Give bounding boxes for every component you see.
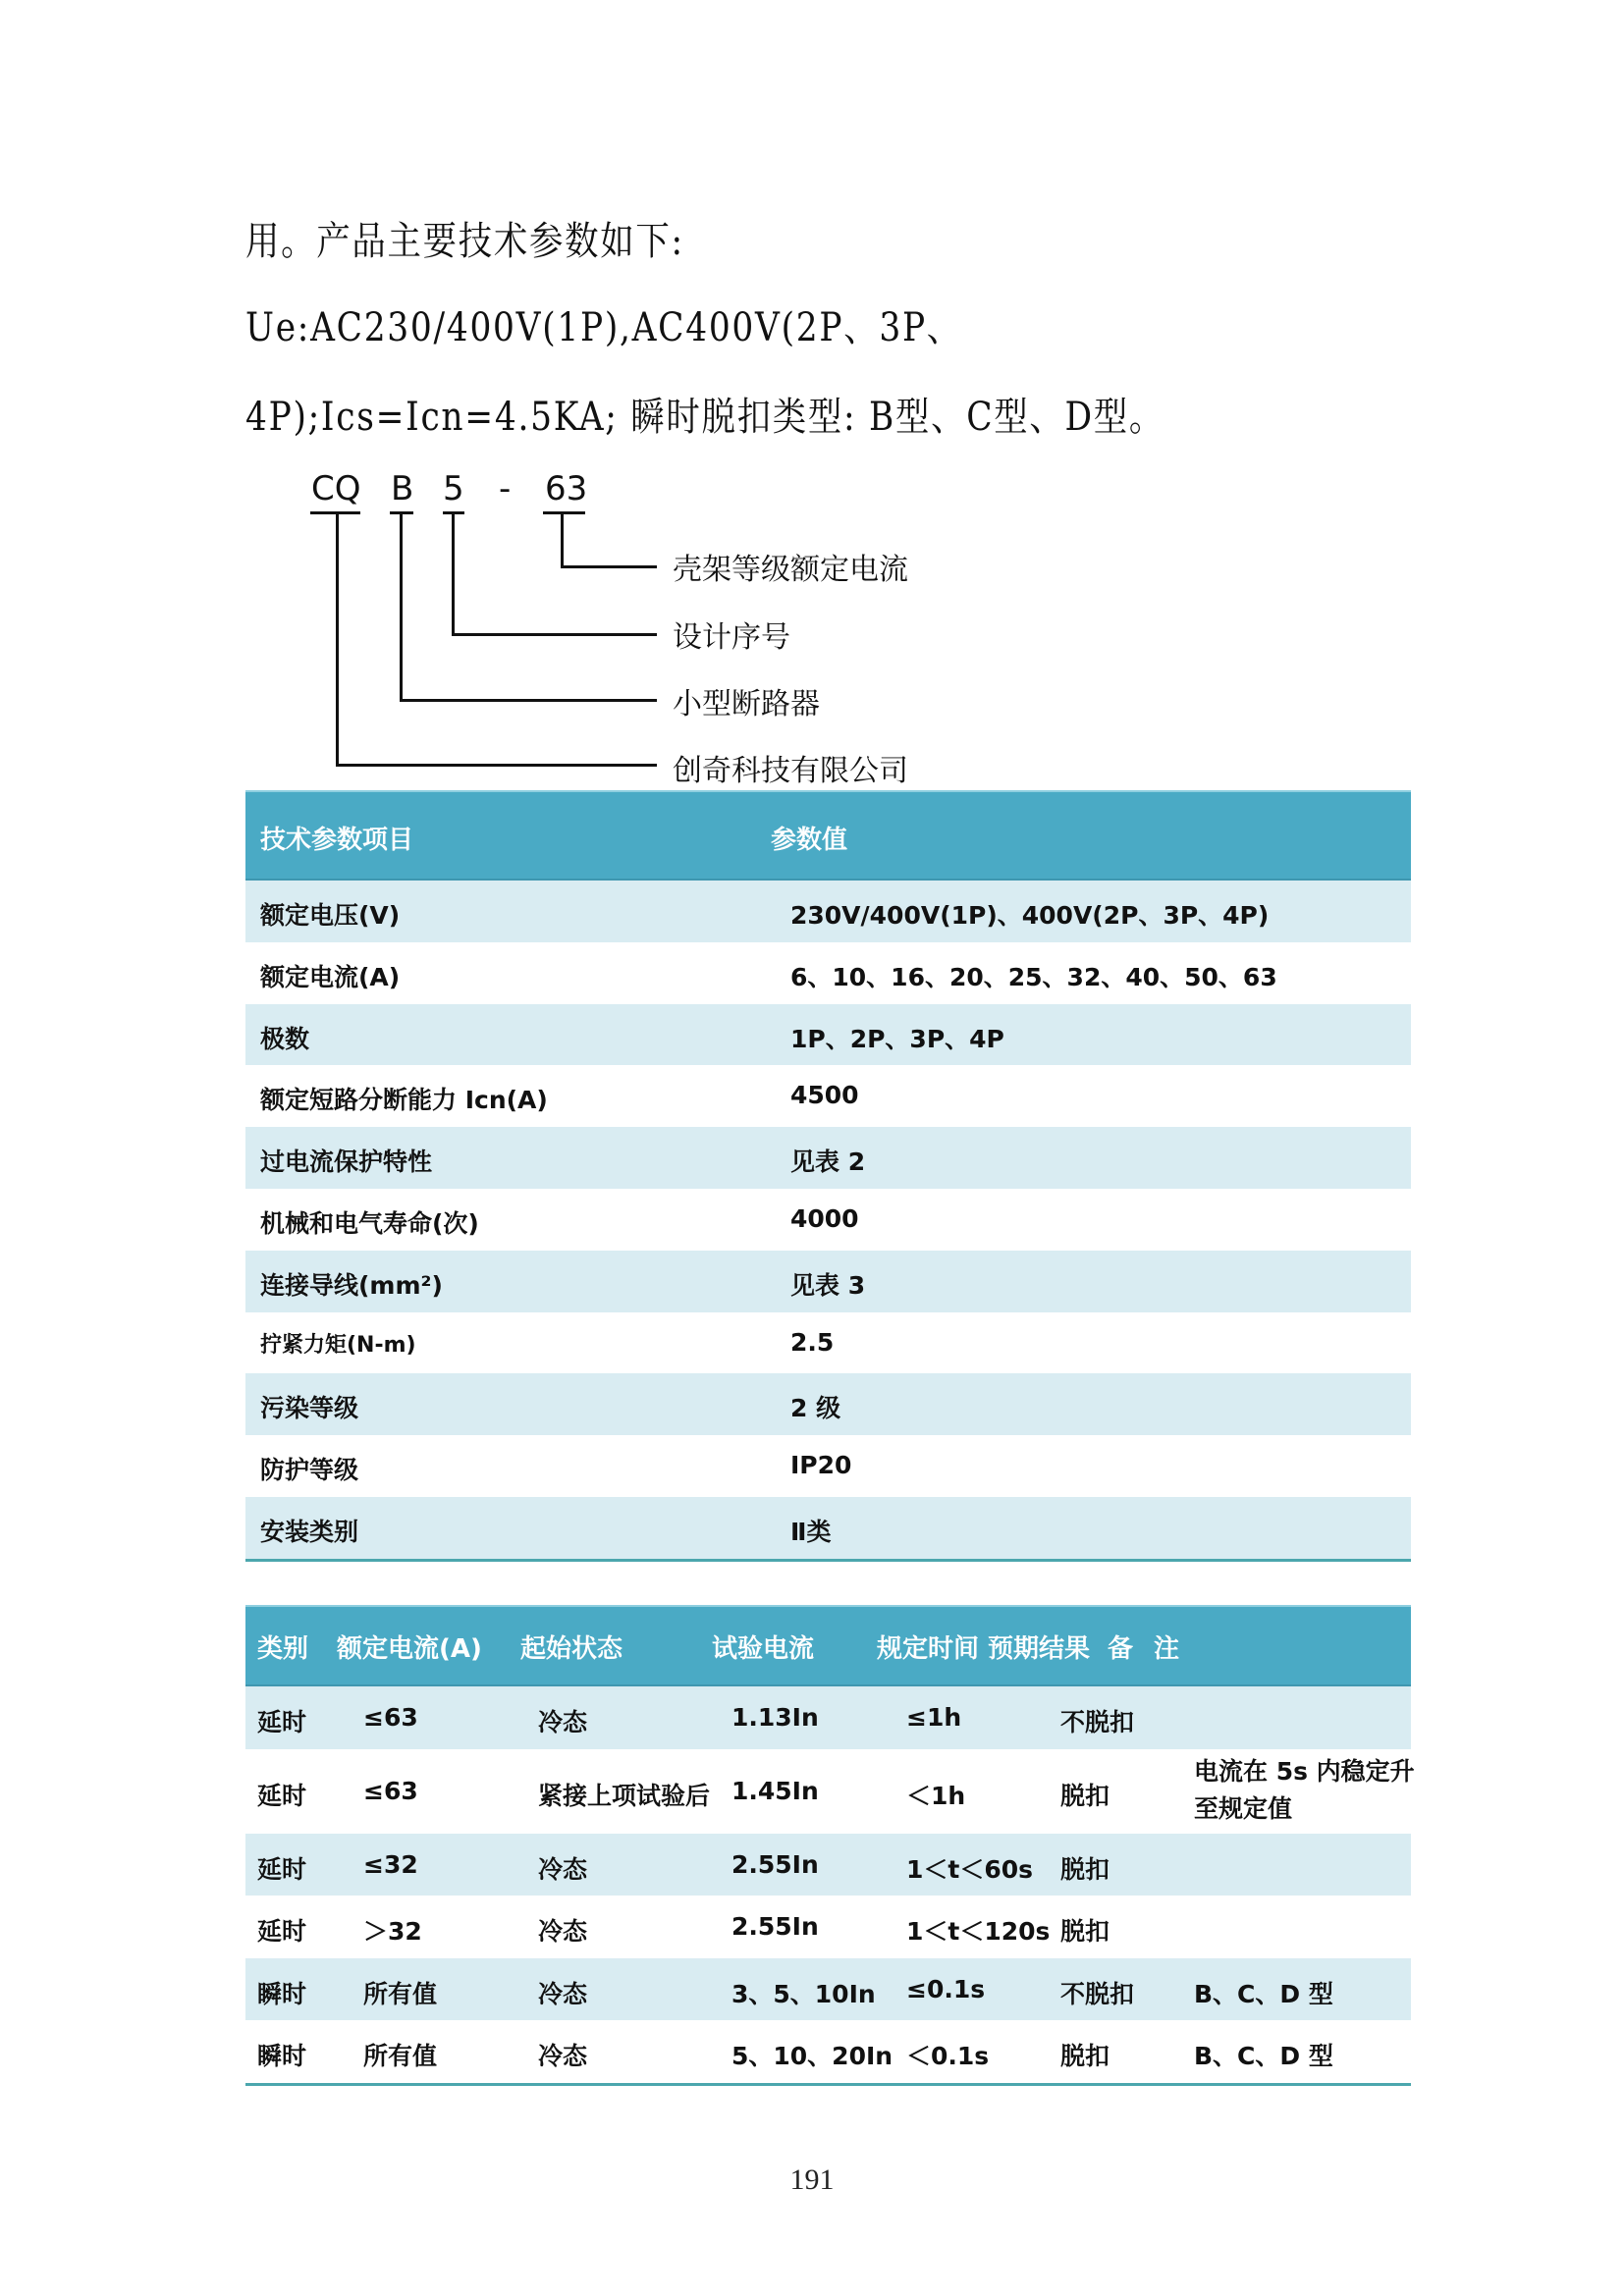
code-part-5: 5 — [443, 469, 464, 508]
table-row — [245, 2020, 1411, 2083]
table-row — [245, 1004, 1411, 1066]
label-mcb: 小型断路器 — [673, 687, 820, 721]
cell-initial-state: 冷态 — [538, 1708, 588, 1736]
row-item: 机械和电气寿命(次) — [260, 1208, 479, 1238]
header-expected-result: 预期结果 — [988, 1634, 1091, 1664]
cell-test-current: 5、10、20In — [731, 2042, 893, 2070]
row-item: 极数 — [260, 1024, 310, 1053]
underline-63 — [543, 511, 585, 514]
cell-rated-current: 所有值 — [363, 1979, 438, 2008]
table-row — [245, 1497, 1411, 1559]
cell-specified-time: 1＜t＜120s — [906, 1917, 1051, 1946]
cell-category: 延时 — [257, 1708, 307, 1736]
underline-5 — [443, 511, 464, 514]
cell-expected-result: 脱扣 — [1060, 2042, 1110, 2070]
connector-63-h — [561, 565, 657, 568]
table-row — [245, 1435, 1411, 1497]
cell-initial-state: 冷态 — [538, 1917, 588, 1946]
code-part-63: 63 — [545, 469, 588, 508]
row-value: 4000 — [790, 1203, 859, 1233]
table-row — [245, 1834, 1411, 1896]
row-value: 4500 — [790, 1081, 859, 1110]
cell-test-current: 1.45In — [731, 1776, 819, 1805]
table-row — [245, 1749, 1415, 1834]
row-item: 额定短路分断能力 Icn(A) — [260, 1086, 548, 1115]
header-value: 参数值 — [771, 826, 848, 855]
table-row — [245, 1127, 1411, 1189]
label-rated-current: 壳架等级额定电流 — [673, 553, 908, 587]
cell-expected-result: 脱扣 — [1060, 1781, 1110, 1810]
code-part-cq: CQ — [311, 469, 361, 508]
cell-rated-current: ≤32 — [363, 1849, 418, 1879]
cell-category: 瞬时 — [257, 1979, 307, 2008]
row-item: 额定电压(V) — [260, 901, 401, 930]
cell-category: 延时 — [257, 1917, 307, 1946]
underline-b — [390, 511, 413, 514]
table-row — [245, 1958, 1411, 2021]
cell-test-current: 1.13In — [731, 1703, 819, 1732]
cell-expected-result: 不脱扣 — [1060, 1979, 1135, 2008]
cell-remarks: 电流在 5s 内稳定升至规定值 — [1194, 1756, 1415, 1823]
header-test-current: 试验电流 — [712, 1634, 815, 1664]
cell-test-current: 2.55In — [731, 1849, 819, 1879]
cell-category: 瞬时 — [257, 2042, 307, 2070]
table-row — [245, 1189, 1411, 1251]
header-item: 技术参数项目 — [260, 826, 414, 855]
overcurrent-protection-table — [245, 1605, 1415, 2086]
connector-b-v — [400, 512, 403, 702]
technical-parameters-table — [245, 790, 1411, 1562]
cell-remarks: B、C、D 型 — [1194, 1979, 1333, 2008]
row-value: 2.5 — [790, 1327, 835, 1357]
table-row — [245, 1896, 1411, 1958]
table-row — [245, 881, 1411, 942]
row-value: 1P、2P、3P、4P — [790, 1024, 1004, 1053]
table-header — [245, 790, 1411, 881]
code-part-b: B — [391, 469, 414, 508]
row-item: 拧紧力矩(N-m) — [260, 1332, 416, 1358]
table-row — [245, 1065, 1411, 1127]
header-specified-time: 规定时间 — [877, 1634, 980, 1664]
table-row — [245, 1312, 1411, 1374]
row-item: 安装类别 — [260, 1517, 359, 1546]
cell-specified-time: ＜0.1s — [906, 2042, 990, 2070]
row-value: 见表 2 — [790, 1148, 866, 1177]
cell-initial-state: 冷态 — [538, 2042, 588, 2070]
cell-category: 延时 — [257, 1781, 307, 1810]
row-item: 过电流保护特性 — [260, 1148, 433, 1177]
cell-specified-time: 1＜t＜60s — [906, 1854, 1034, 1884]
cell-specified-time: ≤1h — [906, 1703, 962, 1732]
row-value: Ⅱ类 — [790, 1517, 832, 1546]
row-item: 额定电流(A) — [260, 962, 401, 991]
intro-line-3: 4P);Ics=Icn=4.5KA; 瞬时脱扣类型: B型、C型、D型。 — [245, 395, 1165, 440]
connector-cq-h — [336, 764, 657, 767]
underline-cq — [310, 511, 360, 514]
table-row — [245, 942, 1411, 1004]
cell-expected-result: 不脱扣 — [1060, 1708, 1135, 1736]
intro-line-1: 用。产品主要技术参数如下: — [245, 219, 684, 264]
header-remarks-1: 备 — [1108, 1634, 1134, 1664]
cell-rated-current: ≤63 — [363, 1703, 418, 1732]
label-company: 创奇科技有限公司 — [673, 754, 908, 788]
row-value: 2 级 — [790, 1394, 841, 1423]
table-header — [245, 1605, 1411, 1686]
connector-cq-v — [336, 512, 339, 767]
row-item: 防护等级 — [260, 1456, 359, 1485]
label-design-serial: 设计序号 — [673, 620, 790, 655]
row-value: 见表 3 — [790, 1270, 866, 1300]
table-row — [245, 1373, 1411, 1435]
cell-test-current: 2.55In — [731, 1912, 819, 1941]
connector-5-h — [452, 633, 657, 636]
header-remarks-2: 注 — [1154, 1634, 1180, 1664]
table-row — [245, 1251, 1411, 1312]
cell-remarks: B、C、D 型 — [1194, 2042, 1333, 2070]
cell-initial-state: 紧接上项试验后 — [538, 1781, 711, 1810]
cell-test-current: 3、5、10In — [731, 1979, 876, 2008]
code-part-dash: - — [499, 469, 512, 508]
connector-63-v — [561, 512, 564, 568]
cell-category: 延时 — [257, 1854, 307, 1884]
header-initial-state: 起始状态 — [520, 1634, 623, 1664]
connector-b-h — [400, 699, 657, 702]
cell-specified-time: ＜1h — [906, 1781, 966, 1810]
intro-line-2: Ue:AC230/400V(1P),AC400V(2P、3P、 — [245, 305, 962, 350]
cell-rated-current: ≤63 — [363, 1776, 418, 1805]
cell-initial-state: 冷态 — [538, 1979, 588, 2008]
header-category: 类别 — [257, 1634, 309, 1664]
cell-specified-time: ≤0.1s — [906, 1974, 986, 2003]
row-value: IP20 — [790, 1451, 852, 1480]
row-item: 污染等级 — [260, 1394, 359, 1423]
cell-rated-current: ＞32 — [363, 1917, 422, 1946]
cell-rated-current: 所有值 — [363, 2042, 438, 2070]
header-rated-current: 额定电流(A) — [337, 1634, 482, 1664]
cell-initial-state: 冷态 — [538, 1854, 588, 1884]
row-value: 230V/400V(1P)、400V(2P、3P、4P) — [790, 901, 1270, 930]
row-item: 连接导线(mm²) — [260, 1270, 443, 1300]
table-row — [245, 1686, 1411, 1749]
row-value: 6、10、16、20、25、32、40、50、63 — [790, 962, 1277, 991]
cell-expected-result: 脱扣 — [1060, 1917, 1110, 1946]
page-number: 191 — [789, 2163, 835, 2196]
connector-5-v — [452, 512, 455, 636]
cell-expected-result: 脱扣 — [1060, 1854, 1110, 1884]
